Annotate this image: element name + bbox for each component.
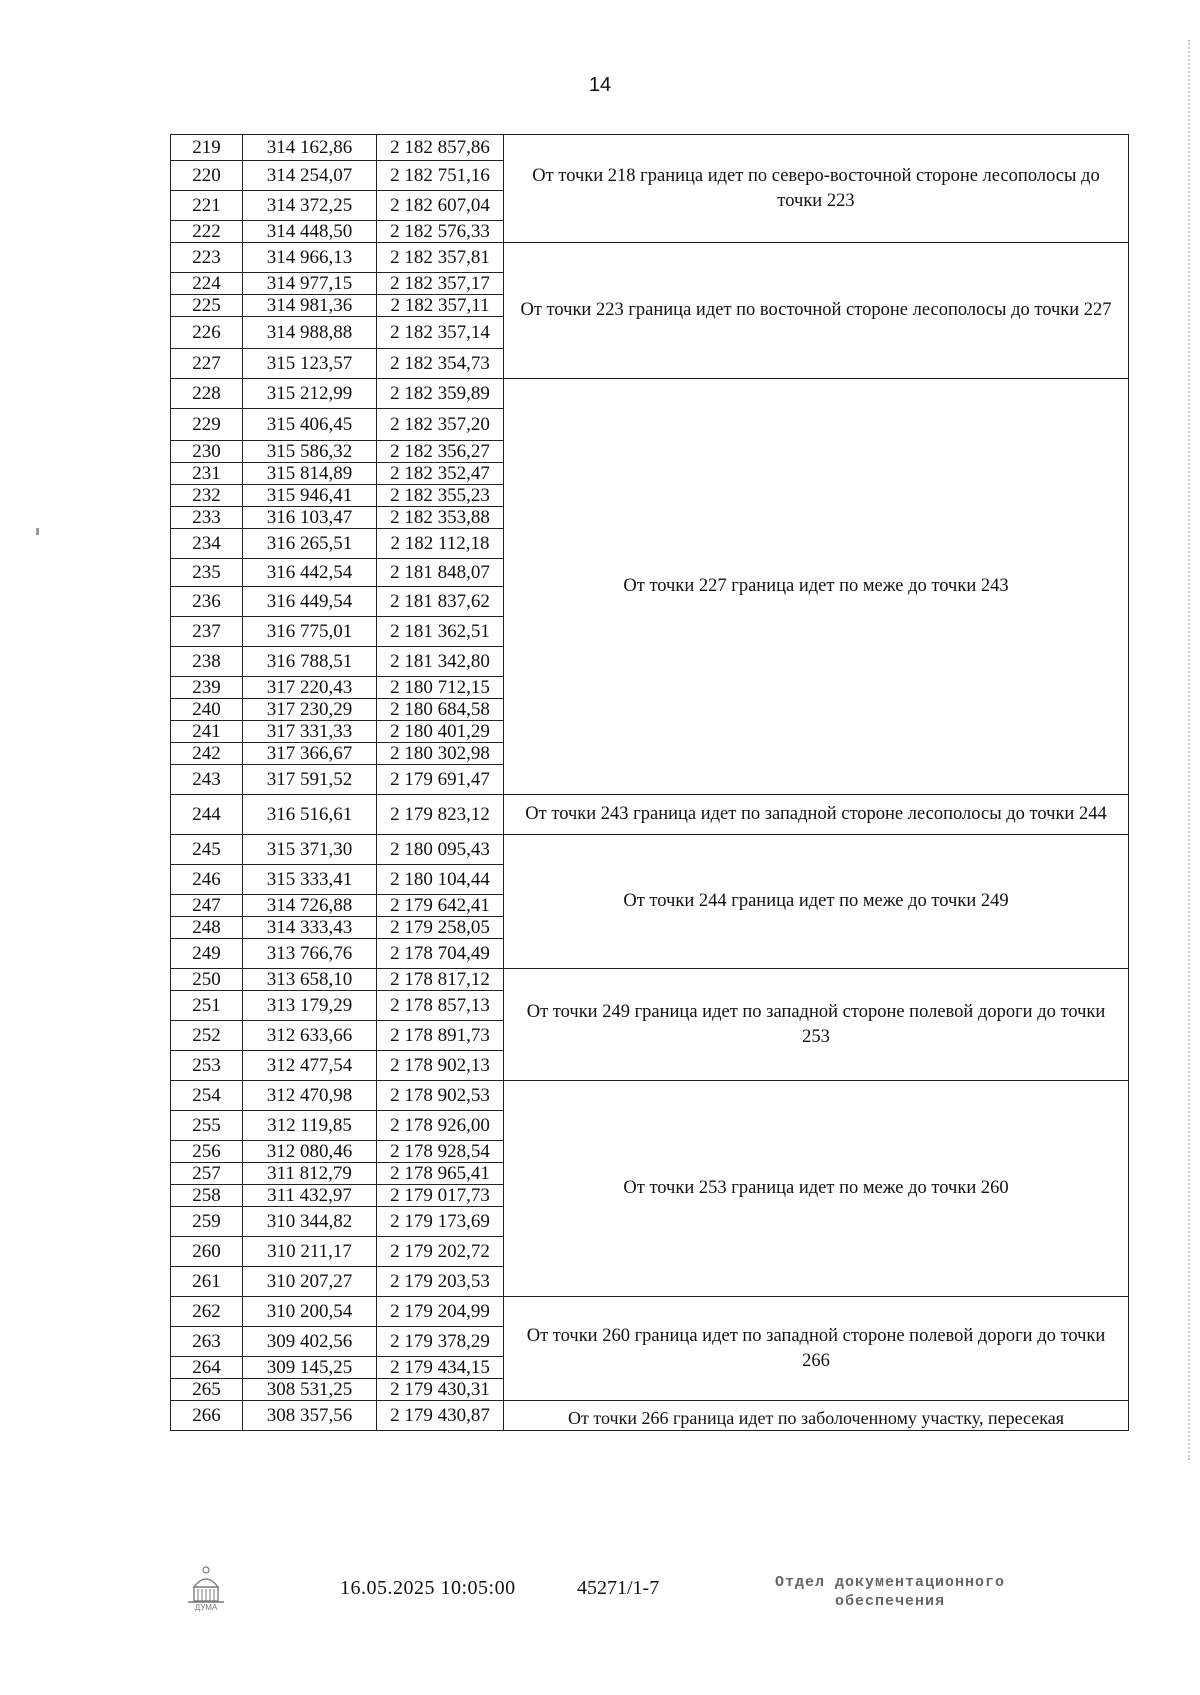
point-number-cell: 244 [171, 795, 243, 835]
y-coordinate-cell: 2 179 378,29 [377, 1327, 504, 1357]
point-number-cell: 236 [171, 587, 243, 617]
x-coordinate-cell: 310 207,27 [243, 1267, 377, 1297]
point-number-cell: 238 [171, 647, 243, 677]
y-coordinate-cell: 2 182 357,20 [377, 409, 504, 441]
point-number-cell: 235 [171, 559, 243, 587]
point-number-cell: 234 [171, 529, 243, 559]
x-coordinate-cell: 315 586,32 [243, 441, 377, 463]
x-coordinate-cell: 314 726,88 [243, 895, 377, 917]
boundary-description-cell: От точки 227 граница идет по меже до точки 243 [504, 379, 1129, 795]
department-stamp [735, 1574, 1045, 1612]
y-coordinate-cell: 2 179 430,87 [377, 1401, 504, 1431]
y-coordinate-cell: 2 182 352,47 [377, 463, 504, 485]
x-coordinate-cell: 310 344,82 [243, 1207, 377, 1237]
point-number-cell: 248 [171, 917, 243, 939]
point-number-cell: 254 [171, 1081, 243, 1111]
stamp-line-2: обеспечения [834, 1592, 946, 1610]
y-coordinate-cell: 2 179 202,72 [377, 1237, 504, 1267]
x-coordinate-cell: 314 372,25 [243, 191, 377, 221]
x-coordinate-cell: 314 162,86 [243, 135, 377, 161]
x-coordinate-cell: 308 357,56 [243, 1401, 377, 1431]
y-coordinate-cell: 2 182 357,11 [377, 295, 504, 317]
x-coordinate-cell: 312 477,54 [243, 1051, 377, 1081]
y-coordinate-cell: 2 179 823,12 [377, 795, 504, 835]
point-number-cell: 246 [171, 865, 243, 895]
y-coordinate-cell: 2 182 357,17 [377, 273, 504, 295]
point-number-cell: 257 [171, 1163, 243, 1185]
table-row [171, 1297, 1129, 1327]
y-coordinate-cell: 2 179 017,73 [377, 1185, 504, 1207]
y-coordinate-cell: 2 179 258,05 [377, 917, 504, 939]
y-coordinate-cell: 2 180 684,58 [377, 699, 504, 721]
footer-datetime: 16.05.2025 10:05:00 [340, 1577, 516, 1599]
point-number-cell: 220 [171, 161, 243, 191]
x-coordinate-cell: 315 212,99 [243, 379, 377, 409]
table-row [171, 243, 1129, 273]
point-number-cell: 263 [171, 1327, 243, 1357]
y-coordinate-cell: 2 178 926,00 [377, 1111, 504, 1141]
x-coordinate-cell: 313 179,29 [243, 991, 377, 1021]
y-coordinate-cell: 2 178 704,49 [377, 939, 504, 969]
table-row [171, 1081, 1129, 1111]
y-coordinate-cell: 2 179 642,41 [377, 895, 504, 917]
point-number-cell: 259 [171, 1207, 243, 1237]
y-coordinate-cell: 2 178 902,13 [377, 1051, 504, 1081]
point-number-cell: 264 [171, 1357, 243, 1379]
y-coordinate-cell: 2 182 357,14 [377, 317, 504, 349]
boundary-description-cell: От точки 218 граница идет по северо-восточной стороне лесополосы до точки 223 [504, 135, 1129, 243]
point-number-cell: 266 [171, 1401, 243, 1431]
x-coordinate-cell: 309 145,25 [243, 1357, 377, 1379]
point-number-cell: 228 [171, 379, 243, 409]
point-number-cell: 260 [171, 1237, 243, 1267]
x-coordinate-cell: 315 123,57 [243, 349, 377, 379]
y-coordinate-cell: 2 181 837,62 [377, 587, 504, 617]
boundary-description-cell: От точки 260 граница идет по западной стороне полевой дороги до точки 266 [504, 1297, 1129, 1401]
point-number-cell: 247 [171, 895, 243, 917]
y-coordinate-cell: 2 182 355,23 [377, 485, 504, 507]
point-number-cell: 250 [171, 969, 243, 991]
x-coordinate-cell: 310 211,17 [243, 1237, 377, 1267]
x-coordinate-cell: 316 442,54 [243, 559, 377, 587]
boundary-description-cell: От точки 266 граница идет по заболоченному участку, пересекая [504, 1401, 1129, 1431]
table-row [171, 379, 1129, 409]
x-coordinate-cell: 313 658,10 [243, 969, 377, 991]
y-coordinate-cell: 2 179 204,99 [377, 1297, 504, 1327]
y-coordinate-cell: 2 182 857,86 [377, 135, 504, 161]
scan-edge-artifact [1186, 40, 1190, 1460]
x-coordinate-cell: 309 402,56 [243, 1327, 377, 1357]
x-coordinate-cell: 314 448,50 [243, 221, 377, 243]
x-coordinate-cell: 312 119,85 [243, 1111, 377, 1141]
point-number-cell: 221 [171, 191, 243, 221]
page-number: 14 [588, 74, 612, 96]
x-coordinate-cell: 314 981,36 [243, 295, 377, 317]
table-row [171, 1401, 1129, 1431]
x-coordinate-cell: 311 812,79 [243, 1163, 377, 1185]
x-coordinate-cell: 314 254,07 [243, 161, 377, 191]
point-number-cell: 252 [171, 1021, 243, 1051]
x-coordinate-cell: 314 988,88 [243, 317, 377, 349]
boundary-description-cell: От точки 244 граница идет по меже до точки 249 [504, 835, 1129, 969]
point-number-cell: 231 [171, 463, 243, 485]
y-coordinate-cell: 2 178 817,12 [377, 969, 504, 991]
point-number-cell: 258 [171, 1185, 243, 1207]
x-coordinate-cell: 317 331,33 [243, 721, 377, 743]
y-coordinate-cell: 2 179 203,53 [377, 1267, 504, 1297]
point-number-cell: 262 [171, 1297, 243, 1327]
y-coordinate-cell: 2 179 691,47 [377, 765, 504, 795]
point-number-cell: 233 [171, 507, 243, 529]
y-coordinate-cell: 2 180 095,43 [377, 835, 504, 865]
x-coordinate-cell: 317 230,29 [243, 699, 377, 721]
x-coordinate-cell: 316 788,51 [243, 647, 377, 677]
point-number-cell: 232 [171, 485, 243, 507]
point-number-cell: 253 [171, 1051, 243, 1081]
x-coordinate-cell: 314 977,15 [243, 273, 377, 295]
point-number-cell: 261 [171, 1267, 243, 1297]
point-number-cell: 242 [171, 743, 243, 765]
x-coordinate-cell: 308 531,25 [243, 1379, 377, 1401]
y-coordinate-cell: 2 178 928,54 [377, 1141, 504, 1163]
logo-caption: ДУМА [194, 1603, 218, 1612]
y-coordinate-cell: 2 182 354,73 [377, 349, 504, 379]
x-coordinate-cell: 312 470,98 [243, 1081, 377, 1111]
coordinates-table [170, 134, 1129, 1431]
y-coordinate-cell: 2 182 356,27 [377, 441, 504, 463]
x-coordinate-cell: 312 080,46 [243, 1141, 377, 1163]
x-coordinate-cell: 315 946,41 [243, 485, 377, 507]
x-coordinate-cell: 317 220,43 [243, 677, 377, 699]
y-coordinate-cell: 2 182 359,89 [377, 379, 504, 409]
point-number-cell: 224 [171, 273, 243, 295]
y-coordinate-cell: 2 179 430,31 [377, 1379, 504, 1401]
table-row [171, 135, 1129, 161]
x-coordinate-cell: 317 366,67 [243, 743, 377, 765]
y-coordinate-cell: 2 182 357,81 [377, 243, 504, 273]
y-coordinate-cell: 2 180 302,98 [377, 743, 504, 765]
point-number-cell: 219 [171, 135, 243, 161]
x-coordinate-cell: 315 371,30 [243, 835, 377, 865]
y-coordinate-cell: 2 178 965,41 [377, 1163, 504, 1185]
point-number-cell: 239 [171, 677, 243, 699]
footer-document-number: 45271/1-7 [577, 1577, 660, 1599]
x-coordinate-cell: 316 775,01 [243, 617, 377, 647]
y-coordinate-cell: 2 182 607,04 [377, 191, 504, 221]
point-number-cell: 225 [171, 295, 243, 317]
x-coordinate-cell: 312 633,66 [243, 1021, 377, 1051]
x-coordinate-cell: 315 814,89 [243, 463, 377, 485]
y-coordinate-cell: 2 182 353,88 [377, 507, 504, 529]
point-number-cell: 265 [171, 1379, 243, 1401]
point-number-cell: 240 [171, 699, 243, 721]
x-coordinate-cell: 316 516,61 [243, 795, 377, 835]
y-coordinate-cell: 2 178 857,13 [377, 991, 504, 1021]
y-coordinate-cell: 2 180 712,15 [377, 677, 504, 699]
y-coordinate-cell: 2 181 342,80 [377, 647, 504, 677]
point-number-cell: 226 [171, 317, 243, 349]
x-coordinate-cell: 316 265,51 [243, 529, 377, 559]
point-number-cell: 237 [171, 617, 243, 647]
boundary-description-cell: От точки 253 граница идет по меже до точки 260 [504, 1081, 1129, 1297]
table-row [171, 969, 1129, 991]
table-row [171, 795, 1129, 835]
y-coordinate-cell: 2 182 751,16 [377, 161, 504, 191]
point-number-cell: 223 [171, 243, 243, 273]
x-coordinate-cell: 310 200,54 [243, 1297, 377, 1327]
x-coordinate-cell: 311 432,97 [243, 1185, 377, 1207]
point-number-cell: 229 [171, 409, 243, 441]
y-coordinate-cell: 2 181 362,51 [377, 617, 504, 647]
y-coordinate-cell: 2 178 891,73 [377, 1021, 504, 1051]
boundary-description-cell: От точки 243 граница идет по западной стороне лесополосы до точки 244 [504, 795, 1129, 835]
point-number-cell: 251 [171, 991, 243, 1021]
point-number-cell: 222 [171, 221, 243, 243]
x-coordinate-cell: 315 333,41 [243, 865, 377, 895]
y-coordinate-cell: 2 178 902,53 [377, 1081, 504, 1111]
y-coordinate-cell: 2 181 848,07 [377, 559, 504, 587]
x-coordinate-cell: 316 103,47 [243, 507, 377, 529]
y-coordinate-cell: 2 180 401,29 [377, 721, 504, 743]
boundary-description-cell: От точки 223 граница идет по восточной стороне лесополосы до точки 227 [504, 243, 1129, 379]
point-number-cell: 249 [171, 939, 243, 969]
point-number-cell: 245 [171, 835, 243, 865]
point-number-cell: 230 [171, 441, 243, 463]
y-coordinate-cell: 2 179 173,69 [377, 1207, 504, 1237]
stamp-line-1: Отдел документационного [774, 1574, 1006, 1591]
x-coordinate-cell: 317 591,52 [243, 765, 377, 795]
y-coordinate-cell: 2 179 434,15 [377, 1357, 504, 1379]
x-coordinate-cell: 313 766,76 [243, 939, 377, 969]
scan-dot-artifact [36, 528, 39, 535]
point-number-cell: 256 [171, 1141, 243, 1163]
y-coordinate-cell: 2 182 576,33 [377, 221, 504, 243]
point-number-cell: 255 [171, 1111, 243, 1141]
duma-logo-icon [182, 1565, 230, 1613]
point-number-cell: 241 [171, 721, 243, 743]
x-coordinate-cell: 314 966,13 [243, 243, 377, 273]
y-coordinate-cell: 2 182 112,18 [377, 529, 504, 559]
point-number-cell: 243 [171, 765, 243, 795]
x-coordinate-cell: 315 406,45 [243, 409, 377, 441]
x-coordinate-cell: 316 449,54 [243, 587, 377, 617]
boundary-description-cell: От точки 249 граница идет по западной стороне полевой дороги до точки 253 [504, 969, 1129, 1081]
point-number-cell: 227 [171, 349, 243, 379]
x-coordinate-cell: 314 333,43 [243, 917, 377, 939]
table-row [171, 835, 1129, 865]
y-coordinate-cell: 2 180 104,44 [377, 865, 504, 895]
